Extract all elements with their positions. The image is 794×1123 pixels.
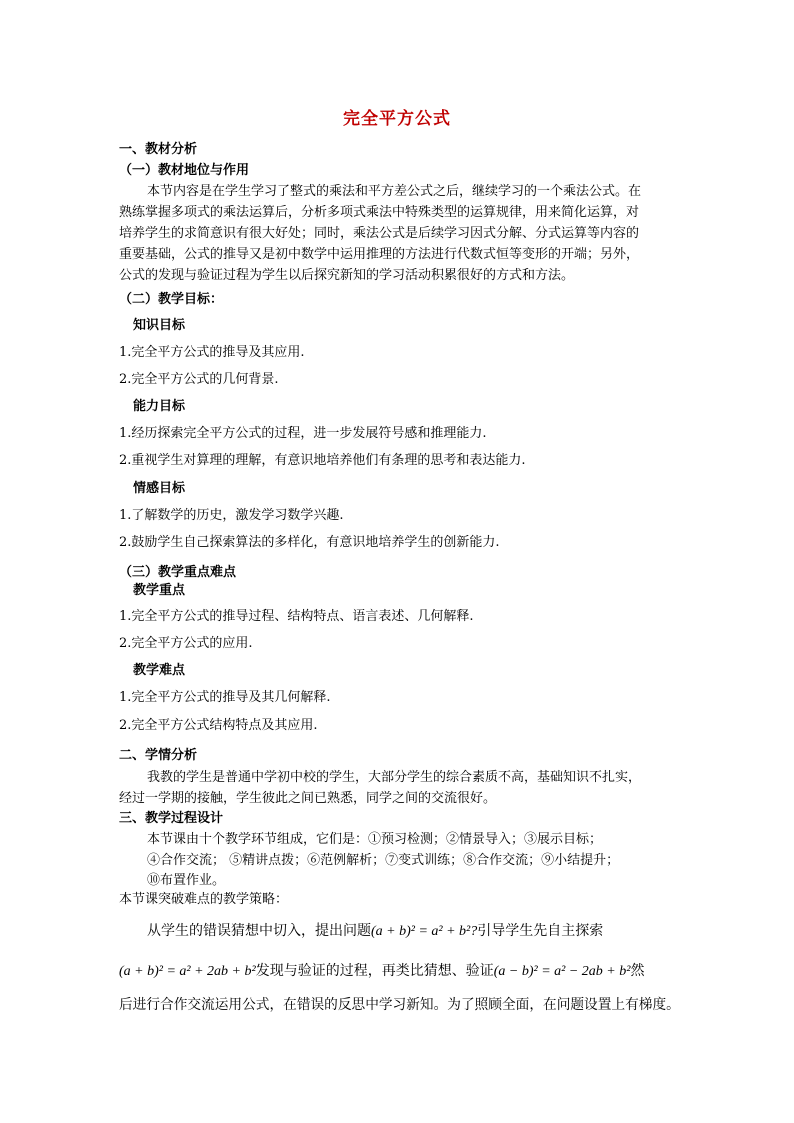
paragraph-line: 培养学生的求简意识有很大好处；同时，乘法公式是后续学习因式分解、分式运算等内容的 — [119, 226, 640, 241]
subsection-2-heading: （二）教学目标： — [119, 292, 224, 307]
formula: (a − b)² = a² − 2ab + b² — [493, 964, 631, 979]
ability-goal-label: 能力目标 — [133, 399, 186, 414]
strategy-text: 引导学生先自主探索 — [477, 923, 604, 939]
paragraph-line: ⑩布置作业。 — [147, 873, 226, 888]
strategy-line — [147, 921, 603, 942]
list-item: 2.完全平方公式的几何背景. — [119, 372, 279, 387]
section-1-heading: 一、教材分析 — [119, 142, 198, 157]
list-item: 2.完全平方公式的应用. — [119, 636, 253, 651]
list-item: 2.完全平方公式结构特点及其应用. — [119, 718, 318, 733]
section-2-heading: 二、学情分析 — [119, 748, 198, 763]
strategy-label: 本节课突破难点的教学策略： — [119, 892, 289, 907]
list-item: 2.鼓励学生自己探索算法的多样化，有意识地培养学生的创新能力. — [119, 535, 500, 550]
emotion-goal-label: 情感目标 — [133, 481, 186, 496]
strategy-line: 后进行合作交流运用公式，在错误的反思中学习新知。为了照顾全面，在问题设置上有梯度。 — [119, 997, 680, 1013]
document-title: 完全平方公式 — [343, 109, 451, 129]
strategy-text: 然 — [630, 963, 645, 979]
list-item: 1.完全平方公式的推导过程、结构特点、语言表述、几何解释. — [119, 609, 474, 624]
knowledge-goal-label: 知识目标 — [133, 318, 186, 333]
key-points-label: 教学重点 — [133, 583, 186, 598]
section-3-heading: 三、教学过程设计 — [119, 811, 224, 826]
difficult-points-label: 教学难点 — [133, 663, 186, 678]
subsection-3-heading: （三）教学重点难点 — [119, 565, 237, 580]
strategy-text: 从学生的错误猜想中切入，提出问题 — [147, 923, 371, 939]
paragraph-line: 重要基础，公式的推导又是初中数学中运用推理的方法进行代数式恒等变形的开端；另外， — [119, 247, 640, 262]
subsection-1-heading: （一）教材地位与作用 — [119, 163, 250, 178]
list-item: 1.完全平方公式的推导及其应用. — [119, 345, 305, 360]
strategy-text: 发现与验证的过程，再类比猜想、验证 — [255, 963, 494, 979]
paragraph-line: 我教的学生是普通中学初中校的学生，大部分学生的综合素质不高，基础知识不扎实， — [147, 770, 642, 785]
formula: (a + b)² = a² + 2ab + b² — [119, 964, 256, 979]
list-item: 1.经历探索完全平方公式的过程，进一步发展符号感和推理能力. — [119, 426, 487, 441]
paragraph-line: 本节课由十个教学环节组成，它们是：①预习检测；②情景导入；③展示目标； — [147, 832, 603, 847]
list-item: 1.了解数学的历史，激发学习数学兴趣. — [119, 508, 344, 523]
formula: (a + b)² = a² + b²? — [371, 924, 478, 939]
paragraph-line: 熟练掌握多项式的乘法运算后，分析多项式乘法中特殊类型的运算规律，用来简化运算，对 — [119, 205, 640, 220]
paragraph-line: 本节内容是在学生学习了整式的乘法和平方差公式之后，继续学习的一个乘法公式。在 — [147, 184, 642, 199]
strategy-line — [119, 961, 644, 982]
paragraph-line: 公式的发现与验证过程为学生以后探究新知的学习活动积累很好的方式和方法。 — [119, 268, 575, 283]
paragraph-line: ④合作交流； ⑤精讲点拨；⑥范例解析；⑦变式训练；⑧合作交流；⑨小结提升； — [147, 853, 620, 868]
list-item: 2.重视学生对算理的理解，有意识地培养他们有条理的思考和表达能力. — [119, 453, 526, 468]
list-item: 1.完全平方公式的推导及其几何解释. — [119, 690, 331, 705]
paragraph-line: 经过一学期的接触，学生彼此之间已熟悉，同学之间的交流很好。 — [119, 791, 497, 806]
